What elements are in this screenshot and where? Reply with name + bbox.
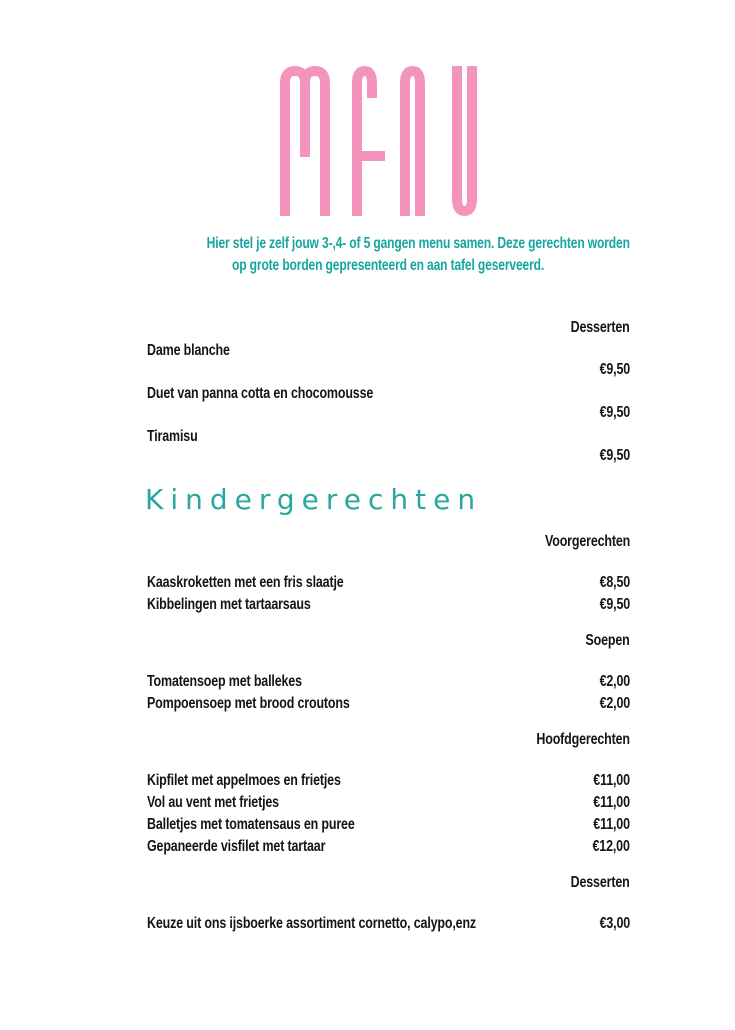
- logo-letter-u: [457, 66, 472, 211]
- section-header-desserten-kids: Desserten: [571, 874, 630, 891]
- menu-item-row: [147, 343, 630, 378]
- dish-price: €12,00: [592, 838, 630, 855]
- kids-menu-title: Kindergerechten: [145, 483, 483, 516]
- dish-name: Tiramisu: [147, 428, 198, 445]
- logo-letter-n: [405, 71, 420, 216]
- logo-letter-m: [285, 71, 325, 216]
- dish-price: €2,00: [599, 673, 630, 690]
- dish-name: Duet van panna cotta en chocomousse: [147, 385, 374, 402]
- dish-price: €9,50: [599, 404, 630, 421]
- menu-logo: [280, 53, 477, 217]
- dish-price: €8,50: [599, 574, 630, 591]
- menu-item-row: [147, 773, 630, 789]
- section-header-voorgerechten: Voorgerechten: [544, 533, 630, 550]
- menu-item-row: [147, 795, 630, 811]
- menu-item-row: [147, 429, 630, 464]
- menu-item-row: [147, 839, 630, 855]
- dish-name: Dame blanche: [147, 342, 230, 359]
- kids-menu: [147, 534, 630, 952]
- dish-name: Kaaskroketten met een fris slaatje: [147, 574, 344, 591]
- intro-text: [147, 233, 630, 277]
- dish-name: Keuze uit ons ijsboerke assortiment cornetto, calypo,enz: [147, 915, 477, 932]
- dish-price: €11,00: [593, 794, 630, 811]
- menu-item-row: [147, 575, 630, 591]
- dish-price: €9,50: [599, 447, 630, 464]
- section-header-hoofdgerechten: Hoofdgerechten: [536, 731, 630, 748]
- intro-line-2: op grote borden gepresenteerd en aan tafel geserveerd.: [232, 257, 545, 274]
- dish-price: €9,50: [599, 596, 630, 613]
- dessert-section: [147, 320, 630, 464]
- menu-item-row: [147, 597, 630, 613]
- dish-price: €3,00: [599, 915, 630, 932]
- dish-name: Kibbelingen met tartaarsaus: [147, 596, 311, 613]
- intro-line-1: Hier stel je zelf jouw 3-,4- of 5 gangen menu samen. Deze gerechten worden: [206, 235, 630, 252]
- kids-section-soepen: [147, 633, 630, 712]
- kids-section-hoofdgerechten: [147, 732, 630, 855]
- dish-name: Tomatensoep met ballekes: [147, 673, 302, 690]
- section-header-desserten: Desserten: [571, 319, 630, 336]
- dish-price: €2,00: [599, 695, 630, 712]
- dish-name: Vol au vent met frietjes: [147, 794, 279, 811]
- kids-section-voorgerechten: [147, 534, 630, 613]
- dish-name: Balletjes met tomatensaus en puree: [147, 816, 355, 833]
- menu-item-row: [147, 916, 630, 932]
- logo-letter-e: [357, 71, 385, 216]
- menu-item-row: [147, 674, 630, 690]
- dish-name: Kipfilet met appelmoes en frietjes: [147, 772, 341, 789]
- dish-price: €11,00: [593, 772, 630, 789]
- menu-item-row: [147, 696, 630, 712]
- dish-name: Pompoensoep met brood croutons: [147, 695, 350, 712]
- kids-section-desserten: [147, 875, 630, 932]
- menu-item-row: [147, 386, 630, 421]
- dish-price: €11,00: [593, 816, 630, 833]
- dish-name: Gepaneerde visfilet met tartaar: [147, 838, 326, 855]
- section-header-soepen: Soepen: [585, 632, 630, 649]
- menu-item-row: [147, 817, 630, 833]
- dish-price: €9,50: [599, 361, 630, 378]
